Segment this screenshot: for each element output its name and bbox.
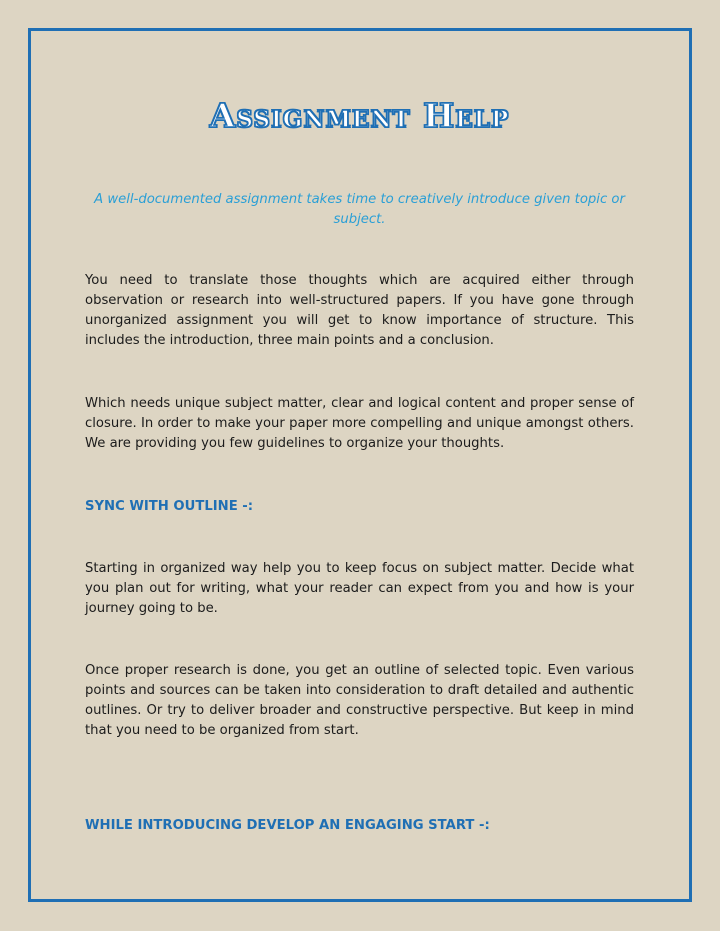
document-subtitle: A well-documented assignment takes time to creatively introduce given topic or subject. bbox=[94, 192, 625, 227]
document-title: Assignment Help bbox=[209, 96, 510, 135]
heading-sync-outline: SYNC WITH OUTLINE -: bbox=[85, 499, 254, 514]
paragraph-organized-start: Starting in organized way help you to keep focus on subject matter. Decide what you plan out for writing, what your reader can expect from you and how is your journey going to be. bbox=[85, 561, 634, 616]
paragraph-structure: You need to translate those thoughts which are acquired either through observation or research into well-structured papers. If you have gone through unorganized assignment you will get to know importance of structure. This includes the introduction, three main points and a conclusion. bbox=[85, 273, 634, 348]
heading-engaging-start: WHILE INTRODUCING DEVELOP AN ENGAGING START -: bbox=[85, 818, 490, 833]
paragraph-research-outline: Once proper research is done, you get an outline of selected topic. Even various points and sources can be taken into consideration to draft detailed and authentic outlines. Or try to deliver broader and constructive perspective. But keep in mind that you need to be organized from start. bbox=[85, 663, 634, 738]
page-border bbox=[28, 28, 692, 902]
paragraph-closure: Which needs unique subject matter, clear and logical content and proper sense of closure. In order to make your paper more compelling and unique amongst others. We are providing you few guidelines to organize your thoughts. bbox=[85, 396, 634, 451]
